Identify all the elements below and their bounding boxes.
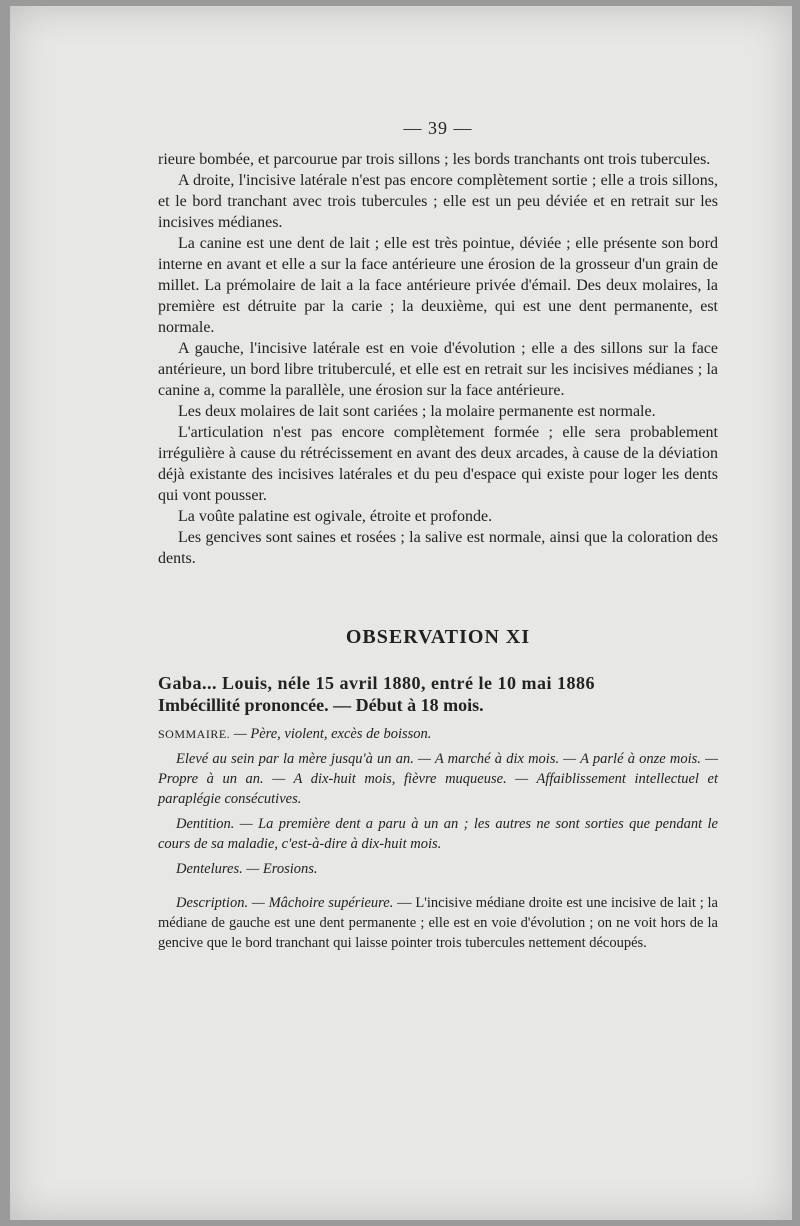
history-text: Elevé au sein par la mère jusqu'à un an. — A marché à dix mois. — A parlé à onze mois. — Propre à un an. — A dix-huit mois, fièvre muqueuse. — Affaiblissement intellectuel et paraplégie consécutives. (158, 751, 718, 807)
paragraph-canine: La canine est une dent de lait ; elle est très pointue, déviée ; elle présente son bord interne en avant et elle a sur la face antérieure une érosion de la grosseur d'un grain de millet. La prémolaire de lait a la face antérieure privée d'émail. Des deux molaires, la première est détruite par la carie ; la deuxième, qui est une dent permanente, est normale. (158, 235, 718, 336)
case-heading-line2: Imbécillité prononcée. — Début à 18 mois. (158, 695, 484, 715)
dentition-line (158, 814, 718, 854)
paragraph-gums: Les gencives sont saines et rosées ; la salive est normale, ainsi que la coloration des dents. (158, 529, 718, 567)
sommaire-text: — Père, violent, excès de boisson. (230, 726, 432, 742)
description-line (158, 893, 718, 953)
paragraph-right-incisor: A droite, l'incisive latérale n'est pas encore complètement sortie ; elle a trois sillons, et le bord tranchant avec trois tubercules ; elle est un peu déviée et en retrait sur les incisives médianes. (158, 172, 718, 231)
description-label: Description. — Mâchoire supérieure. (176, 895, 394, 911)
sommaire-label: SOMMAIRE. (158, 727, 231, 741)
observation-title: OBSERVATION XI (345, 626, 531, 648)
paragraph-palate: La voûte palatine est ogivale, étroite et profonde. (178, 508, 493, 525)
sommaire-line (158, 724, 718, 744)
case-heading-line1: Gaba... Louis, néle 15 avril 1880, entré le 10 mai 1886 (158, 673, 595, 693)
paragraph-molars: Les deux molaires de lait sont cariées ; la molaire permanente est normale. (178, 403, 656, 420)
dentition-text: — La première dent a paru à un an ; les autres ne sont sorties que pendant le cours de sa maladie, c'est-à-dire à dix-huit mois. (158, 816, 718, 852)
paragraph-left-incisor: A gauche, l'incisive latérale est en voie d'évolution ; elle a des sillons sur la face antérieure, un bord libre trituberculé, et elle est en retrait sur les incisives médianes ; la canine a, comme la parallèle, une érosion sur la face antérieure. (158, 340, 718, 399)
page-content (158, 118, 718, 958)
paragraph-continuation: rieure bombée, et parcourue par trois sillons ; les bords tranchants ont trois tubercules. (158, 151, 711, 168)
dentelures-line: Dentelures. — Erosions. (176, 861, 318, 877)
case-summary (158, 724, 718, 953)
page-number: — 39 — (403, 118, 473, 138)
dentition-label: Dentition. (176, 816, 235, 832)
paragraph-articulation: L'articulation n'est pas encore complètement formée ; elle sera probablement irrégulière à cause du rétrécissement en avant des deux arcades, à cause de la déviation déjà existante des incisives latérales et du peu d'espace qui existe pour loger les dents qui vont pousser. (158, 424, 718, 504)
description-text: — L'incisive médiane droite est une incisive de lait ; la médiane de gauche est une dent permanente ; elle est en voie d'évolution ; on ne voit hors de la gencive que le bord tranchant qui laisse pointer trois tubercules nettement découpés. (158, 895, 718, 951)
page-sheet (10, 6, 792, 1220)
case-heading (158, 672, 718, 716)
